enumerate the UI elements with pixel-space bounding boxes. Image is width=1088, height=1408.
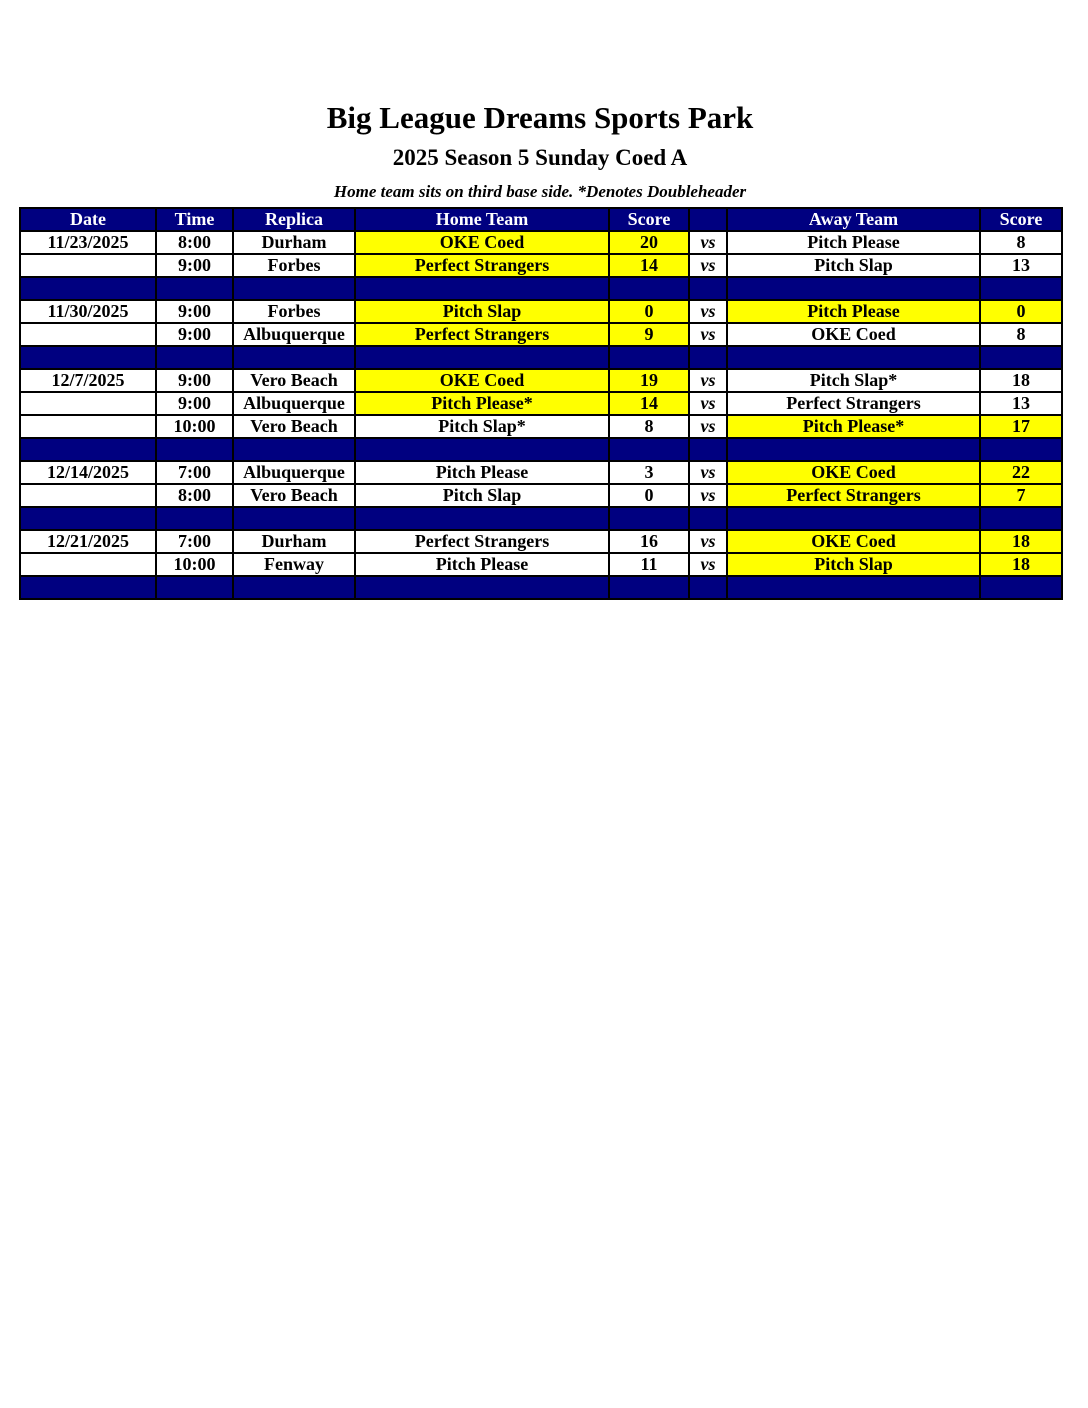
home-team: Pitch Please* [355,392,609,415]
separator-cell [609,438,689,461]
home-team: Pitch Slap [355,300,609,323]
game-row [20,323,1062,346]
away-score: 8 [980,231,1062,254]
home-team: Pitch Please [355,553,609,576]
vs-label: vs [689,553,727,576]
replica-field: Forbes [233,254,355,277]
game-row [20,231,1062,254]
separator-cell [689,507,727,530]
home-team: Perfect Strangers [355,254,609,277]
home-team: OKE Coed [355,369,609,392]
separator-cell [233,346,355,369]
separator-cell [20,438,156,461]
away-team: Pitch Please* [727,415,980,438]
away-score: 13 [980,392,1062,415]
replica-field: Durham [233,231,355,254]
separator-cell [233,507,355,530]
separator-cell [20,576,156,599]
separator-cell [233,438,355,461]
separator-cell [20,346,156,369]
vs-label: vs [689,484,727,507]
game-row [20,530,1062,553]
separator-cell [20,277,156,300]
separator-cell [727,507,980,530]
home-team: Pitch Slap* [355,415,609,438]
vs-label: vs [689,254,727,277]
separator-row [20,576,1062,599]
game-row [20,461,1062,484]
separator-cell [156,277,233,300]
separator-cell [980,507,1062,530]
separator-cell [727,576,980,599]
separator-cell [233,576,355,599]
separator-cell [233,277,355,300]
game-row [20,254,1062,277]
schedule-table [19,207,1063,600]
separator-cell [609,277,689,300]
home-score: 16 [609,530,689,553]
away-team: Perfect Strangers [727,484,980,507]
vs-label: vs [689,369,727,392]
separator-cell [980,277,1062,300]
game-time: 8:00 [156,484,233,507]
away-team: Pitch Slap* [727,369,980,392]
game-time: 10:00 [156,553,233,576]
away-score: 0 [980,300,1062,323]
game-time: 9:00 [156,254,233,277]
separator-cell [689,438,727,461]
home-score: 9 [609,323,689,346]
home-score: 19 [609,369,689,392]
game-time: 7:00 [156,461,233,484]
game-time: 8:00 [156,231,233,254]
separator-cell [609,507,689,530]
separator-row [20,277,1062,300]
column-header-date: Date [20,208,156,231]
away-team: OKE Coed [727,323,980,346]
home-score: 14 [609,392,689,415]
vs-label: vs [689,300,727,323]
game-time: 9:00 [156,300,233,323]
game-date [20,323,156,346]
game-date: 12/14/2025 [20,461,156,484]
page-title: Big League Dreams Sports Park [326,100,754,135]
schedule-body [20,231,1062,599]
column-header-replica: Replica [233,208,355,231]
home-team: Pitch Slap [355,484,609,507]
vs-label: vs [689,461,727,484]
game-time: 9:00 [156,369,233,392]
separator-cell [355,507,609,530]
away-team: Perfect Strangers [727,392,980,415]
separator-cell [20,507,156,530]
away-team: Pitch Please [727,231,980,254]
separator-cell [980,346,1062,369]
replica-field: Vero Beach [233,484,355,507]
away-team: OKE Coed [727,461,980,484]
separator-cell [156,507,233,530]
season-subtitle: 2025 Season 5 Sunday Coed A [392,145,688,170]
vs-label: vs [689,415,727,438]
home-score: 0 [609,484,689,507]
game-date: 11/30/2025 [20,300,156,323]
column-header-home-score: Score [609,208,689,231]
separator-cell [980,438,1062,461]
separator-cell [689,576,727,599]
game-date: 11/23/2025 [20,231,156,254]
game-date [20,415,156,438]
game-row [20,484,1062,507]
away-score: 17 [980,415,1062,438]
separator-cell [355,438,609,461]
schedule-note: Home team sits on third base side. *Denotes Doubleheader [333,182,747,201]
replica-field: Albuquerque [233,392,355,415]
separator-cell [355,346,609,369]
game-time: 7:00 [156,530,233,553]
game-date [20,484,156,507]
separator-cell [609,576,689,599]
header-row [20,208,1062,231]
replica-field: Albuquerque [233,461,355,484]
separator-row [20,438,1062,461]
separator-cell [355,576,609,599]
replica-field: Vero Beach [233,415,355,438]
replica-field: Fenway [233,553,355,576]
away-score: 8 [980,323,1062,346]
home-score: 20 [609,231,689,254]
home-score: 14 [609,254,689,277]
away-team: Pitch Slap [727,254,980,277]
separator-cell [156,438,233,461]
replica-field: Forbes [233,300,355,323]
game-date: 12/21/2025 [20,530,156,553]
separator-cell [609,346,689,369]
replica-field: Vero Beach [233,369,355,392]
column-header-away-score: Score [980,208,1062,231]
separator-row [20,346,1062,369]
game-time: 10:00 [156,415,233,438]
separator-cell [727,346,980,369]
separator-cell [689,346,727,369]
game-date [20,553,156,576]
home-team: Pitch Please [355,461,609,484]
away-team: Pitch Slap [727,553,980,576]
game-row [20,369,1062,392]
vs-label: vs [689,530,727,553]
game-time: 9:00 [156,323,233,346]
game-date [20,392,156,415]
away-score: 18 [980,530,1062,553]
replica-field: Durham [233,530,355,553]
home-score: 0 [609,300,689,323]
game-row [20,553,1062,576]
separator-cell [156,346,233,369]
away-team: Pitch Please [727,300,980,323]
column-header-away-team: Away Team [727,208,980,231]
away-team: OKE Coed [727,530,980,553]
home-score: 3 [609,461,689,484]
separator-cell [727,277,980,300]
separator-row [20,507,1062,530]
separator-cell [156,576,233,599]
vs-label: vs [689,392,727,415]
away-score: 18 [980,553,1062,576]
away-score: 18 [980,369,1062,392]
separator-cell [980,576,1062,599]
home-score: 8 [609,415,689,438]
game-row [20,300,1062,323]
column-header-time: Time [156,208,233,231]
home-team: Perfect Strangers [355,530,609,553]
home-team: OKE Coed [355,231,609,254]
game-date [20,254,156,277]
game-time: 9:00 [156,392,233,415]
separator-cell [355,277,609,300]
game-row [20,392,1062,415]
away-score: 7 [980,484,1062,507]
vs-label: vs [689,323,727,346]
column-header-vs [689,208,727,231]
separator-cell [689,277,727,300]
away-score: 13 [980,254,1062,277]
column-header-home-team: Home Team [355,208,609,231]
away-score: 22 [980,461,1062,484]
game-row [20,415,1062,438]
home-team: Perfect Strangers [355,323,609,346]
separator-cell [727,438,980,461]
home-score: 11 [609,553,689,576]
game-date: 12/7/2025 [20,369,156,392]
vs-label: vs [689,231,727,254]
replica-field: Albuquerque [233,323,355,346]
